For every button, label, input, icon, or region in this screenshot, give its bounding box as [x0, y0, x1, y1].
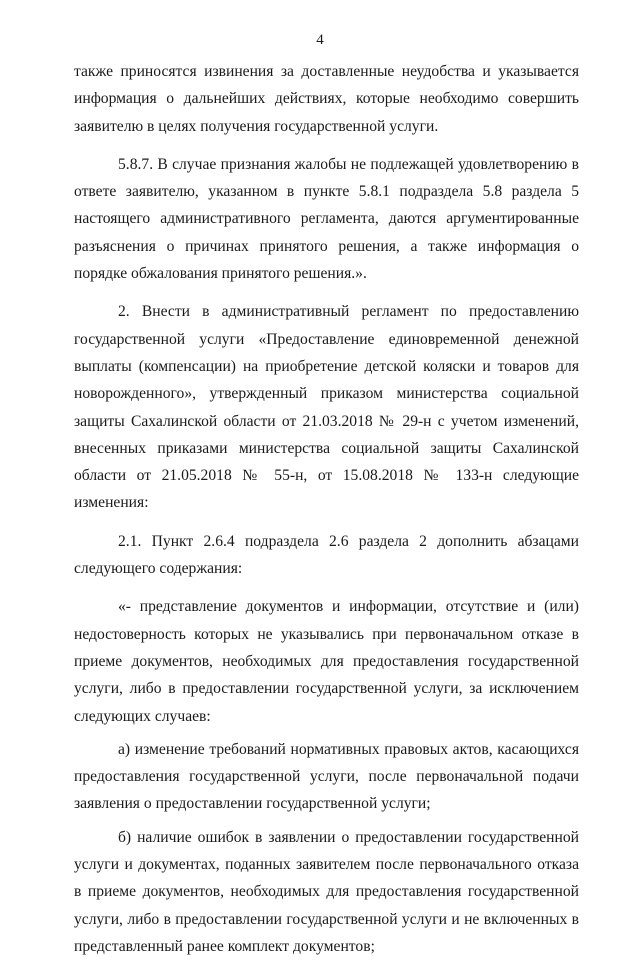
- page-number: 4: [316, 32, 324, 48]
- paragraph-case-b: б) наличие ошибок в заявлении о предоставлении государственной услуги и документах, поданных заявителем после первоначального отказа в приеме документов, необходимых для предоставления государственной услуги, либо в предоставлении государственной услуги и не включенных в представленный ранее комплект документов;: [74, 828, 579, 955]
- paragraph-5-8-7: 5.8.7. В случае признания жалобы не подлежащей удовлетворению в ответе заявителю, указанном в пункте 5.8.1 подраздела 5.8 раздела 5 настоящего административного регламента, даются аргументированные разъяснения о причинах принятого решения, а также информация о порядке обжалования принятого решения.».: [74, 155, 579, 283]
- paragraph-case-a: а) изменение требований нормативных правовых актов, касающихся предоставления государственной услуги, после первоначальной подачи заявления о предоставлении государственной услуги;: [74, 740, 579, 813]
- document-body: [74, 58, 579, 960]
- paragraph-continuation: также приносятся извинения за доставленные неудобства и указывается информация о дальнейших действиях, которые необходимо совершить заявителю в целях получения государственной услуги.: [74, 63, 579, 135]
- paragraph-amendment-2: 2. Внести в административный регламент по предоставлению государственной услуги «Предоставление единовременной денежной выплаты (компенсации) на приобретение детской коляски и товаров для новорожденного», утвержденный приказом министерства социальной защиты Сахалинской области от 21.03.2018 № 29-н с учетом изменений, внесенных приказами министерства социальной защиты Сахалинской области от 21.05.2018 № 55-н, от 15.08.2018 № 133-н следующие изменения:: [74, 303, 579, 512]
- paragraph-2-1: 2.1. Пункт 2.6.4 подраздела 2.6 раздела 2 дополнить абзацами следующего содержания:: [74, 532, 579, 578]
- paragraph-quote-start: «- представление документов и информации, отсутствие и (или) недостоверность которых не указывались при первоначальном отказе в приеме документов, необходимых для предоставления государственной услуги, либо в предоставлении государственной услуги, за исключением следующих случаев:: [74, 598, 579, 725]
